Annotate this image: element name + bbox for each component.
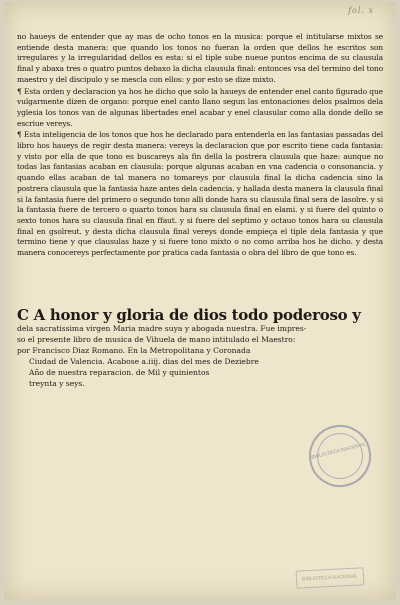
body-text xyxy=(17,32,383,259)
colophon-line: dela sacratissima virgen Maria madre suya y abogada nuestra. Fue impres- xyxy=(17,324,307,333)
library-mark: BIBLIOTECA NACIONAL xyxy=(296,567,365,589)
colophon-line: por Francisco Diaz Romano. En la Metropolitana y Coronada xyxy=(17,346,251,356)
colophon xyxy=(17,308,383,390)
library-stamp xyxy=(302,418,377,493)
colophon-line: treynta y seys. xyxy=(29,379,85,389)
colophon-heading-text: A honor y gloria de dios todo poderoso y xyxy=(33,306,361,324)
stamp-text: BIBLIOTECA NACIONAL xyxy=(310,441,367,461)
paragraph-mark: C xyxy=(17,306,29,324)
paragraph-mixed-tones: no haueys de entender que ay mas de ocho tonos en la musica: porque el intitularse mixtos se entiende desta manera: que quando los tonos no fueran la orden que dellos he escritos son irregulares y la irregularidad dellos es esta: si el tiple sube nueue puntos encima de su clausula final y abaxa tres o quatro puntos debaxo la dicha clausula final: entonces vsa del termino del tono maestro y del discipulo y se mescla con ellos: y por esto se dize mixto. xyxy=(17,32,383,84)
paragraph-figured-chant: ¶ Esta orden y declaracion ya hos he dicho que solo la haueys de entender enel canto figurado que vulgarmente dizen de organo: porque enel canto llano segun las entonaciones delos psalmos dela yglesia los tonos van de algunas libertades enel acabar y enel clausular como alla donde dello se escriue vereys. xyxy=(17,86,383,128)
folio-number: fol. x xyxy=(348,6,374,15)
paragraph-fantasias: ¶ Esta inteligencia de los tonos que hos he declarado para entenderla en las fantasias passadas del libro hos haueys de regir desta manera: vereys la declaracion que por escrito tiene cada fantasia: y visto por ella de que tono es buscareys ala fin della la postrera clausula que haze: aunque no todas las fantasias acaban en clausula: porque algunas acaban en vna cadencia o consonancia. y quando ellas acaban de tal manera no tomareys por clausula final la dicha cadencia sino la postrera clausula que la fantasia haze antes dela cadencia. y hallada desta manera la clausula final si la fantasia fuere del primero o segundo tono alli donde hara su clausula final sera de lasolre. y si la fantasia fuere de tercero o quarto tonos hara su clausula final en elami. y si fuere del quinto o sexto tonos hara su clausula final en ffaut. y si fuere del septimo y octauo tonos hara su clausula final en gsolreut. y desta dicha clausula final vereys donde empieça el tiple dela fantasia y que termino tiene y que clausulas haze y si fuere tono mixto o no como arriba hos he dicho. y desta manera conocereys perfectamente por pratica cada fantasia o obra del libro de que tono es. xyxy=(17,130,383,258)
book-page xyxy=(4,2,396,600)
colophon-line: so el presente libro de musica de Vihuela de mano intitulado el Maestro: xyxy=(17,335,296,345)
colophon-line: Año de nuestra reparacion. de Mil y quinientos xyxy=(29,368,210,378)
colophon-heading xyxy=(17,308,383,323)
colophon-line: Ciudad de Valencia. Acabose a.iiij. dias del mes de Deziebre xyxy=(29,357,259,367)
